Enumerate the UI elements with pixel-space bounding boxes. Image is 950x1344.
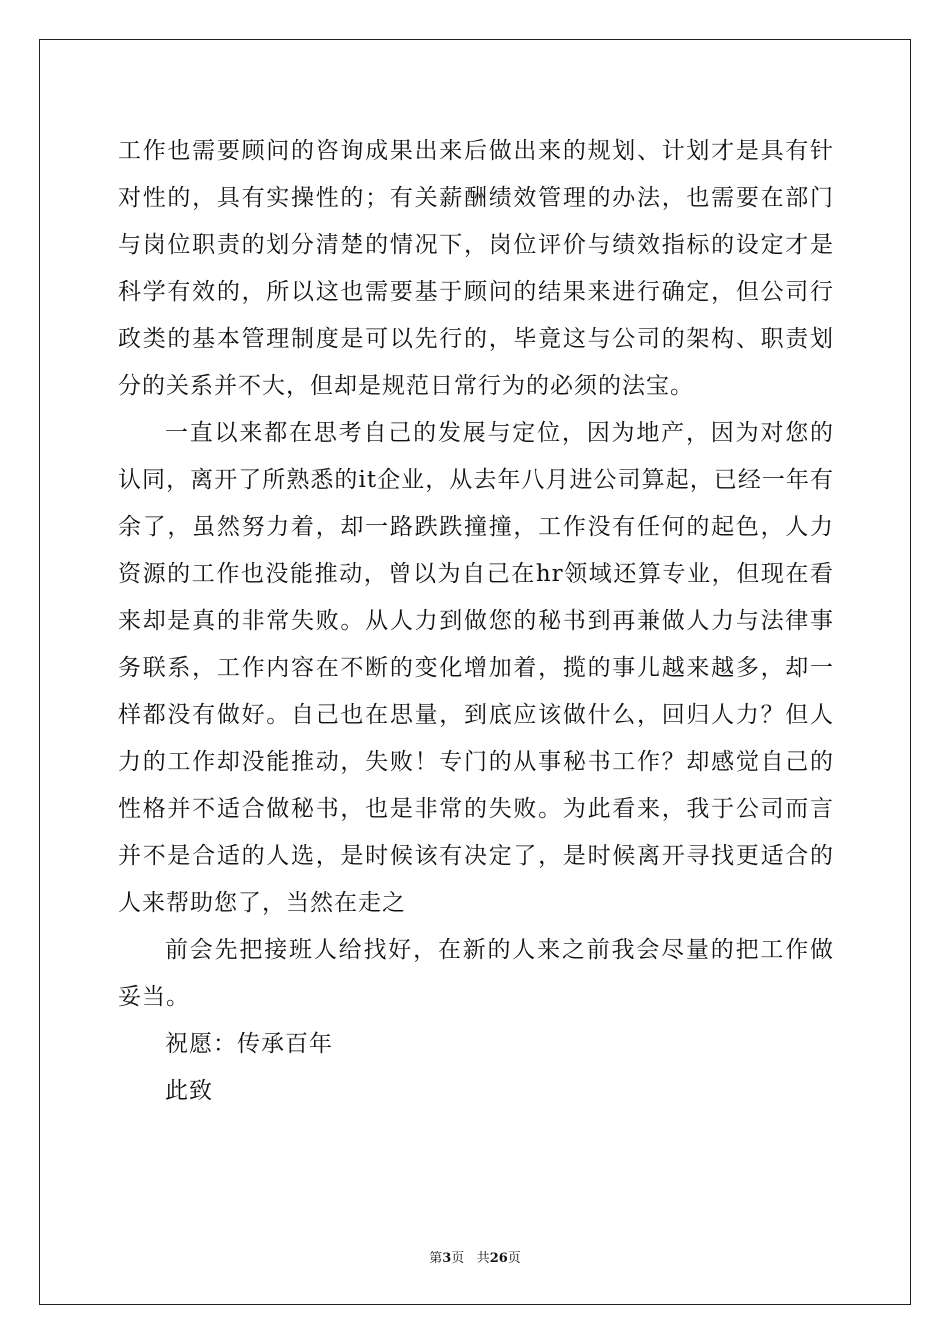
footer-total-pages: 26 xyxy=(489,1251,508,1266)
footer-total-suffix: 页 xyxy=(507,1251,521,1266)
paragraph-2: 一直以来都在思考自己的发展与定位，因为地产，因为对您的认同，离开了所熟悉的it企业，从去年八月进公司算起，已经一年有余了，虽然努力着，却一路跌跌撞撞，工作没有任何的起色，人力资源的工作也没能推动，曾以为自己在hr领域还算专业，但现在看来却是真的非常失败。从人力到做您的秘书到再兼做人力与法律事务联系，工作内容在不断的变化增加着，揽的事儿越来越多，却一样都没有做好。自己也在思量，到底应该做什么，回归人力？但人力的工作却没能推动，失败！专门的从事秘书工作？却感觉自己的性格并不适合做秘书，也是非常的失败。为此看来，我于公司而言并不是合适的人选，是时候该有决定了，是时候离开寻找更适合的人来帮助您了，当然在走之 xyxy=(118,420,834,916)
page-footer xyxy=(0,1247,950,1266)
footer-total-prefix: 共 xyxy=(476,1251,490,1266)
footer-page-number: 3 xyxy=(442,1251,452,1266)
footer-page-suffix: 页 xyxy=(451,1251,465,1266)
footer-prefix: 第 xyxy=(429,1251,443,1266)
paragraph-3: 前会先把接班人给找好，在新的人来之前我会尽量的把工作做妥当。 xyxy=(118,937,834,1010)
wish-line: 祝愿：传承百年 xyxy=(165,1031,333,1057)
paragraph-1: 工作也需要顾问的咨询成果出来后做出来的规划、计划才是具有针对性的，具有实操性的；有关薪酬绩效管理的办法，也需要在部门与岗位职责的划分清楚的情况下，岗位评价与绩效指标的设定才是科学有效的，所以这也需要基于顾问的结果来进行确定，但公司行政类的基本管理制度是可以先行的，毕竟这与公司的架构、职责划分的关系并不大，但却是规范日常行为的必须的法宝。 xyxy=(118,138,834,399)
document-body xyxy=(118,128,834,1115)
closing-line: 此致 xyxy=(165,1078,213,1104)
